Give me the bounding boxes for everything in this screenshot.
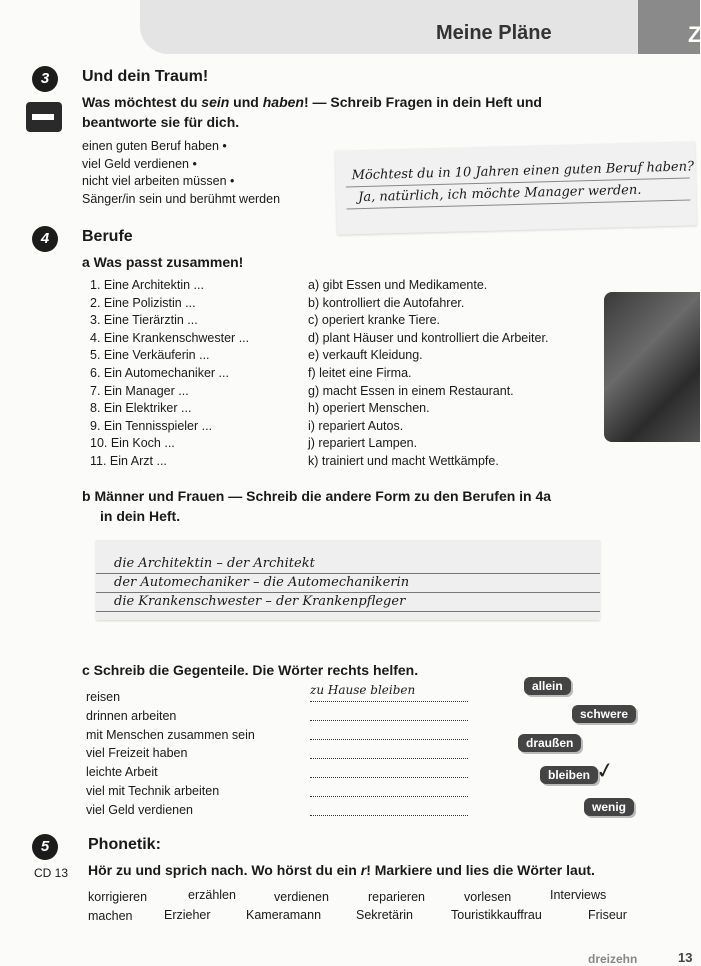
match-right-column: [308, 277, 548, 471]
subtask-title-line: b Männer und Frauen — Schreib die andere Form zu den Berufen in 4a: [82, 488, 552, 504]
task-number-badge: 5: [32, 834, 58, 860]
note-line-2: Ja, natürlich, ich möchte Manager werden.: [358, 182, 642, 206]
answer-blank[interactable]: [310, 764, 468, 778]
task-instruction: [82, 92, 642, 132]
list-item: 9. Ein Tennisspieler ...: [90, 418, 213, 433]
cd-track-label: CD 13: [34, 866, 69, 880]
workshop-photo: [604, 292, 700, 442]
subtask-title: c Schreib die Gegenteile. Die Wörter rechts helfen.: [82, 662, 419, 678]
list-item: 11. Ein Arzt ...: [90, 453, 167, 468]
instruction-text: ! Markiere und lies die Wörter laut.: [366, 862, 595, 878]
list-item: 7. Ein Manager ...: [90, 383, 189, 398]
word-item: korrigieren: [88, 890, 148, 904]
answer-blank[interactable]: [310, 745, 468, 759]
list-item: einen guten Beruf haben •: [82, 139, 227, 153]
list-item: nicht viel arbeiten müssen •: [82, 174, 235, 189]
answer-line: die Krankenschwester – der Krankenpfleger: [114, 594, 406, 609]
list-item: 4. Eine Krankenschwester ...: [90, 330, 250, 345]
list-item: d) plant Häuser und kontrolliert die Arbeiter.: [308, 330, 549, 345]
list-item: j) repariert Lampen.: [308, 436, 418, 451]
word-box: allein: [524, 677, 571, 695]
instruction-text: und: [229, 94, 263, 110]
word-item: verdienen: [274, 890, 329, 904]
word-item: machen: [88, 909, 133, 923]
header-side-letter: Z: [688, 22, 701, 47]
list-item: h) operiert Menschen.: [308, 401, 430, 416]
answer-blank[interactable]: [310, 783, 468, 797]
list-item: leichte Arbeit: [86, 765, 158, 780]
word-item: Kameramann: [246, 908, 322, 922]
answer-blank[interactable]: [310, 683, 468, 702]
word-item: Friseur: [588, 908, 627, 922]
list-item: viel Freizeit haben: [86, 746, 188, 761]
instruction-text: ! — Schreib Fragen in dein Heft und: [303, 94, 542, 110]
word-box: bleiben: [540, 766, 598, 784]
word-box: schwere: [572, 705, 636, 723]
list-item: 1. Eine Architektin ...: [90, 278, 204, 292]
answer-rule: [96, 573, 600, 574]
list-item: reisen: [86, 690, 121, 704]
opposites-list: [86, 688, 255, 820]
word-item: Interviews: [550, 888, 607, 902]
task-title: Phonetik:: [88, 836, 161, 853]
list-item: 8. Ein Elektriker ...: [90, 401, 192, 416]
list-item: i) repariert Autos.: [308, 418, 404, 433]
answer-line: die Architektin – der Architekt: [114, 556, 315, 571]
answer-blank[interactable]: [310, 802, 468, 816]
list-item: viel Geld verdienen •: [82, 156, 197, 171]
instruction-italic: haben: [262, 94, 304, 110]
list-item: 6. Ein Automechaniker ...: [90, 365, 229, 380]
list-item: viel Geld verdienen: [86, 802, 194, 817]
task-title: Berufe: [82, 228, 133, 245]
answer-blank[interactable]: [310, 726, 468, 740]
example-answer-card: [96, 540, 600, 620]
word-item: Sekretärin: [356, 908, 413, 922]
subtask-title-line: in dein Heft.: [100, 508, 181, 524]
checkmark-icon: ✓: [593, 756, 617, 785]
list-item: mit Menschen zusammen sein: [86, 727, 255, 742]
page-number-word: dreizehn: [588, 952, 638, 966]
task-title: Und dein Traum!: [82, 68, 209, 85]
answer-blank[interactable]: [310, 707, 468, 721]
instruction-italic: sein: [201, 94, 230, 110]
instruction-text: Hör zu und sprich nach. Wo hörst du ein: [88, 862, 361, 878]
answer-rule: [96, 592, 600, 593]
instruction-italic: r: [360, 862, 367, 878]
list-item: 5. Eine Verkäuferin ...: [90, 348, 210, 363]
write-notebook-icon: [26, 102, 62, 132]
list-item: drinnen arbeiten: [86, 708, 177, 723]
word-item: Touristikkauffrau: [451, 908, 542, 922]
list-item: c) operiert kranke Tiere.: [308, 313, 440, 328]
list-item: 2. Eine Polizistin ...: [90, 295, 196, 310]
header-band: [140, 0, 700, 54]
list-item: f) leitet eine Firma.: [308, 365, 412, 380]
task-number-badge: 3: [32, 66, 58, 92]
match-left-column: [90, 277, 249, 471]
note-line-1: Möchtest du in 10 Jahren einen guten Beruf haben?: [351, 159, 695, 184]
word-item: reparieren: [368, 890, 425, 904]
word-item: erzählen: [188, 888, 236, 902]
instruction-text: Was möchtest du: [82, 94, 202, 110]
list-item: b) kontrolliert die Autofahrer.: [308, 295, 465, 310]
word-item: vorlesen: [464, 890, 512, 904]
pencil-icon: [32, 114, 54, 120]
task3-items: [82, 138, 280, 208]
answer-line: der Automechaniker – die Automechanikerin: [114, 575, 410, 590]
phonetic-words: [0, 888, 700, 928]
list-item: 3. Eine Tierärztin ...: [90, 313, 198, 328]
list-item: Sänger/in sein und berühmt werden: [82, 191, 281, 206]
list-item: e) verkauft Kleidung.: [308, 348, 423, 363]
instruction-text: beantworte sie für dich.: [82, 114, 240, 130]
task-instruction: [88, 860, 595, 880]
example-note-card: [335, 141, 697, 234]
word-box: wenig: [584, 798, 634, 816]
word-item: Erzieher: [164, 908, 211, 922]
list-item: 10. Ein Koch ...: [90, 436, 175, 451]
word-box: draußen: [518, 734, 581, 752]
list-item: k) trainiert und macht Wettkämpfe.: [308, 453, 499, 468]
subtask-title: [82, 486, 551, 526]
list-item: a) gibt Essen und Medikamente.: [308, 278, 488, 292]
list-item: viel mit Technik arbeiten: [86, 783, 220, 798]
page-number: 13: [678, 950, 693, 965]
subtask-title: a Was passt zusammen!: [82, 254, 244, 270]
answer-rule: [96, 611, 600, 612]
task-number-badge: 4: [32, 226, 58, 252]
list-item: g) macht Essen in einem Restaurant.: [308, 383, 514, 398]
page-title: Meine Pläne: [436, 22, 552, 44]
example-answer: zu Hause bleiben: [310, 683, 416, 697]
